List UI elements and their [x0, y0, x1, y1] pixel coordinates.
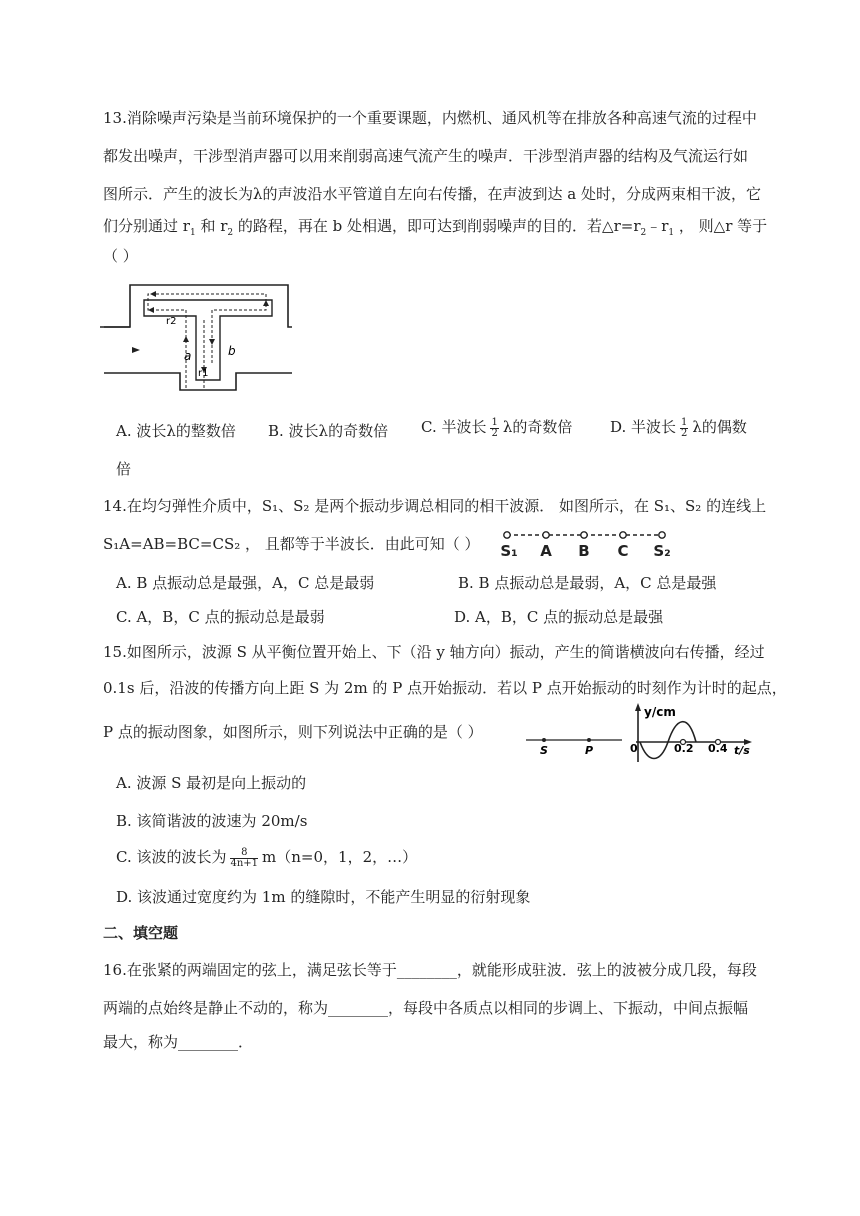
q13-option-d-text: λ的偶数 [692, 418, 747, 436]
q13-option-d[interactable] [610, 416, 747, 439]
q13-text: 和 r [195, 217, 228, 235]
q13-text: 们分别通过 r [103, 217, 190, 235]
q13-text: 的路程，再在 b 处相遇，即可达到削弱噪声的目的．若△r=r [233, 217, 641, 235]
frac-den: 2 [491, 427, 498, 439]
q15-option-a[interactable]: A. 波源 S 最初是向上振动的 [116, 774, 307, 792]
q13-text: ， 则△r 等于 [674, 217, 768, 235]
q13-option-d-wrap: 倍 [116, 460, 132, 478]
q13-text: ﹣r [646, 217, 669, 235]
source-line-diagram [524, 728, 624, 758]
q15-option-c-text: m（n=0，1，2，…） [262, 848, 418, 866]
tick-02: 0.2 [674, 742, 694, 755]
frac-num: 8 [230, 848, 258, 859]
q14-line-1: 14.在均匀弹性介质中，S₁、S₂ 是两个振动步调总相同的相干波源． 如图所示，在 S₁、S₂ 的连线上 [103, 497, 767, 515]
label-p: P [585, 744, 594, 757]
q13-option-b[interactable]: B. 波长λ的奇数倍 [268, 422, 389, 440]
label-r2: r2 [166, 316, 177, 327]
q13-option-a[interactable]: A. 波长λ的整数倍 [116, 422, 236, 440]
sources-diagram [498, 526, 680, 560]
q13-option-c-text: C. 半波长 [421, 418, 487, 436]
q14-option-d[interactable]: D. A，B，C 点的振动总是最强 [454, 608, 664, 626]
q13-option-d-text: D. 半波长 [610, 418, 677, 436]
q13-sub: 2 [227, 228, 234, 238]
q15-option-c-text: C. 该波的波长为 [116, 848, 227, 866]
q15-line-2: 0.1s 后，沿波的传播方向上距 S 为 2m 的 P 点开始振动．若以 P 点开始振动的时刻作为计时的起点， [103, 679, 787, 697]
q16-line-2: 两端的点始终是静止不动的，称为________，每段中各质点以相同的步调上、下振动，中间点振幅 [103, 999, 749, 1017]
half-fraction [680, 418, 688, 439]
label-s: S [540, 744, 548, 757]
vibration-graph [626, 702, 756, 764]
q13-paren: （ ） [103, 247, 138, 265]
section-heading: 二、填空题 [103, 924, 179, 942]
q14-option-b[interactable]: B. B 点振动总是最弱，A，C 总是最强 [458, 574, 717, 592]
q14-option-a[interactable]: A. B 点振动总是最强，A，C 总是最弱 [116, 574, 375, 592]
q14-option-c[interactable]: C. A，B，C 点的振动总是最弱 [116, 608, 325, 626]
q13-line-1: 13.消除噪声污染是当前环境保护的一个重要课题，内燃机、通风机等在排放各种高速气流的过程中 [103, 109, 757, 127]
origin-label: 0 [630, 742, 638, 755]
tick-04: 0.4 [708, 742, 728, 755]
q13-line-3: 图所示．产生的波长为λ的声波沿水平管道自左向右传播，在声波到达 a 处时，分成两束相干波，它 [103, 185, 761, 203]
frac-num: 1 [491, 416, 498, 428]
q16-line-1: 16.在张紧的两端固定的弦上，满足弦长等于________，就能形成驻波．弦上的波被分成几段，每段 [103, 961, 757, 979]
q16-line-3: 最大，称为________． [103, 1033, 254, 1051]
y-axis-label: y/cm [644, 705, 676, 719]
label-s1: S₁ [500, 542, 518, 560]
q15-option-c[interactable] [116, 846, 417, 869]
label-b: B [578, 542, 590, 560]
q15-line-1: 15.如图所示，波源 S 从平衡位置开始上、下（沿 y 轴方向）振动，产生的简谐横波向右传播，经过 [103, 643, 765, 661]
label-r1: r1 [198, 368, 209, 379]
frac-den: 4n+1 [230, 857, 259, 869]
muffler-diagram [100, 280, 300, 395]
q14-line-2: S₁A=AB=BC=CS₂ ， 且都等于半波长．由此可知（ ） [103, 535, 480, 553]
q13-line-4 [103, 216, 768, 243]
label-s2: S₂ [653, 542, 671, 560]
label-a: A [540, 542, 552, 560]
q15-line-3: P 点的振动图象，如图所示，则下列说法中正确的是（ ） [103, 723, 483, 741]
q15-option-b[interactable]: B. 该简谐波的波速为 20m/s [116, 812, 308, 830]
q13-sub: 1 [668, 228, 675, 238]
frac-num: 1 [681, 416, 688, 428]
q13-line-2: 都发出噪声，干涉型消声器可以用来削弱高速气流产生的噪声．干涉型消声器的结构及气流运行如 [103, 147, 749, 165]
q13-sub: 1 [189, 228, 196, 238]
frac-den: 2 [681, 427, 688, 439]
label-c: C [617, 542, 629, 560]
q13-sub: 2 [640, 228, 647, 238]
q13-option-c-text: λ的奇数倍 [502, 418, 573, 436]
wavelength-fraction [230, 848, 258, 869]
q13-option-c[interactable] [421, 416, 572, 439]
t-axis-label: t/s [734, 744, 750, 757]
label-a: a [184, 349, 192, 363]
q15-option-d[interactable]: D. 该波通过宽度约为 1m 的缝隙时，不能产生明显的衍射现象 [116, 888, 531, 906]
half-fraction [490, 418, 498, 439]
label-b: b [228, 344, 236, 358]
